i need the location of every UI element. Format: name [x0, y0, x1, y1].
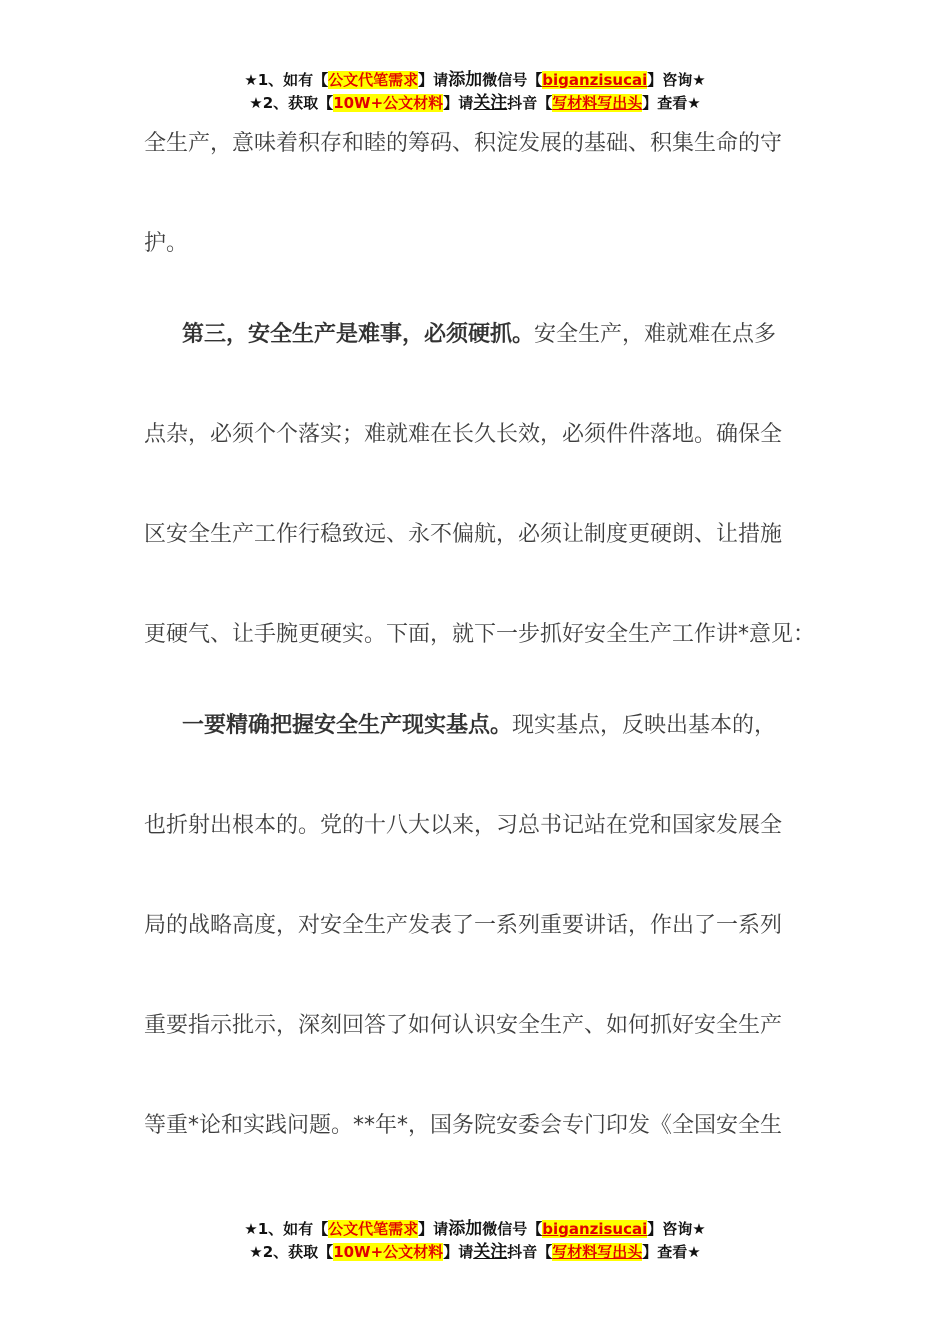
banner-text: ★2、获取【 — [249, 1243, 334, 1261]
banner-text: 】请 — [418, 1220, 449, 1238]
banner-emphasis: 关注 — [473, 1242, 508, 1262]
text-line: 点杂，必须个个落实；难就难在长久长效，必须件件落地。确保全 — [144, 422, 783, 447]
douyin-account-link[interactable]: 写材料写出头 — [552, 1243, 643, 1261]
banner-line-1 — [0, 1218, 950, 1241]
douyin-account-link[interactable]: 写材料写出头 — [552, 94, 643, 112]
paragraph-text: 安全生产，难就难在点多 — [534, 322, 777, 347]
header-banner — [0, 69, 950, 115]
paragraph-heading-third — [144, 308, 834, 408]
banner-text: 】请 — [418, 71, 449, 89]
document-body — [144, 117, 834, 1199]
banner-text: 】咨询★ — [647, 1220, 706, 1238]
banner-text: 】请 — [443, 1243, 474, 1261]
banner-text: 微信号【 — [482, 1220, 543, 1238]
text-line: 区安全生产工作行稳致远、永不偏航，必须让制度更硬朗、让措施 — [144, 522, 783, 547]
banner-line-1 — [0, 69, 950, 92]
text-line: 也折射出根本的。党的十八大以来，习总书记站在党和国家发展全 — [144, 813, 783, 838]
bold-lead: 一要精确把握安全生产现实基点。 — [182, 713, 513, 738]
text-line: 护。 — [144, 231, 189, 256]
banner-emphasis: 添加 — [448, 1219, 483, 1239]
paragraph-heading-one — [144, 699, 834, 799]
text-line: 全生产，意味着积存和睦的筹码、积淀发展的基础、积集生命的守 — [144, 131, 783, 156]
banner-emphasis: 关注 — [473, 93, 508, 113]
banner-text: 抖音【 — [507, 1243, 553, 1261]
banner-highlight: 公文代笔需求 — [328, 1220, 419, 1238]
banner-text: 】请 — [443, 94, 474, 112]
banner-emphasis: 添加 — [448, 70, 483, 90]
wechat-id-link[interactable]: biganzisucai — [542, 1220, 648, 1238]
banner-line-2 — [0, 92, 950, 115]
banner-highlight: 公文代笔需求 — [328, 71, 419, 89]
banner-text: 】咨询★ — [647, 71, 706, 89]
text-line: 更硬气、让手腕更硬实。下面，就下一步抓好安全生产工作讲*意见： — [144, 622, 816, 647]
banner-highlight: 10W+公文材料 — [333, 1243, 444, 1261]
banner-text: ★1、如有【 — [244, 71, 329, 89]
wechat-id-link[interactable]: biganzisucai — [542, 71, 648, 89]
text-line: 等重*论和实践问题。**年*，国务院安委会专门印发《全国安全生 — [144, 1113, 783, 1138]
banner-text: 抖音【 — [507, 94, 553, 112]
banner-text: 微信号【 — [482, 71, 543, 89]
banner-text: 】查看★ — [642, 1243, 701, 1261]
text-line: 重要指示批示，深刻回答了如何认识安全生产、如何抓好安全生产 — [144, 1013, 783, 1038]
banner-line-2 — [0, 1241, 950, 1264]
text-line: 局的战略高度，对安全生产发表了一系列重要讲话，作出了一系列 — [144, 913, 783, 938]
banner-highlight: 10W+公文材料 — [333, 94, 444, 112]
bold-lead: 第三，安全生产是难事，必须硬抓。 — [182, 322, 535, 347]
banner-text: ★2、获取【 — [249, 94, 334, 112]
banner-text: 】查看★ — [642, 94, 701, 112]
footer-banner — [0, 1218, 950, 1264]
paragraph-text: 现实基点，反映出基本的， — [512, 713, 777, 738]
banner-text: ★1、如有【 — [244, 1220, 329, 1238]
